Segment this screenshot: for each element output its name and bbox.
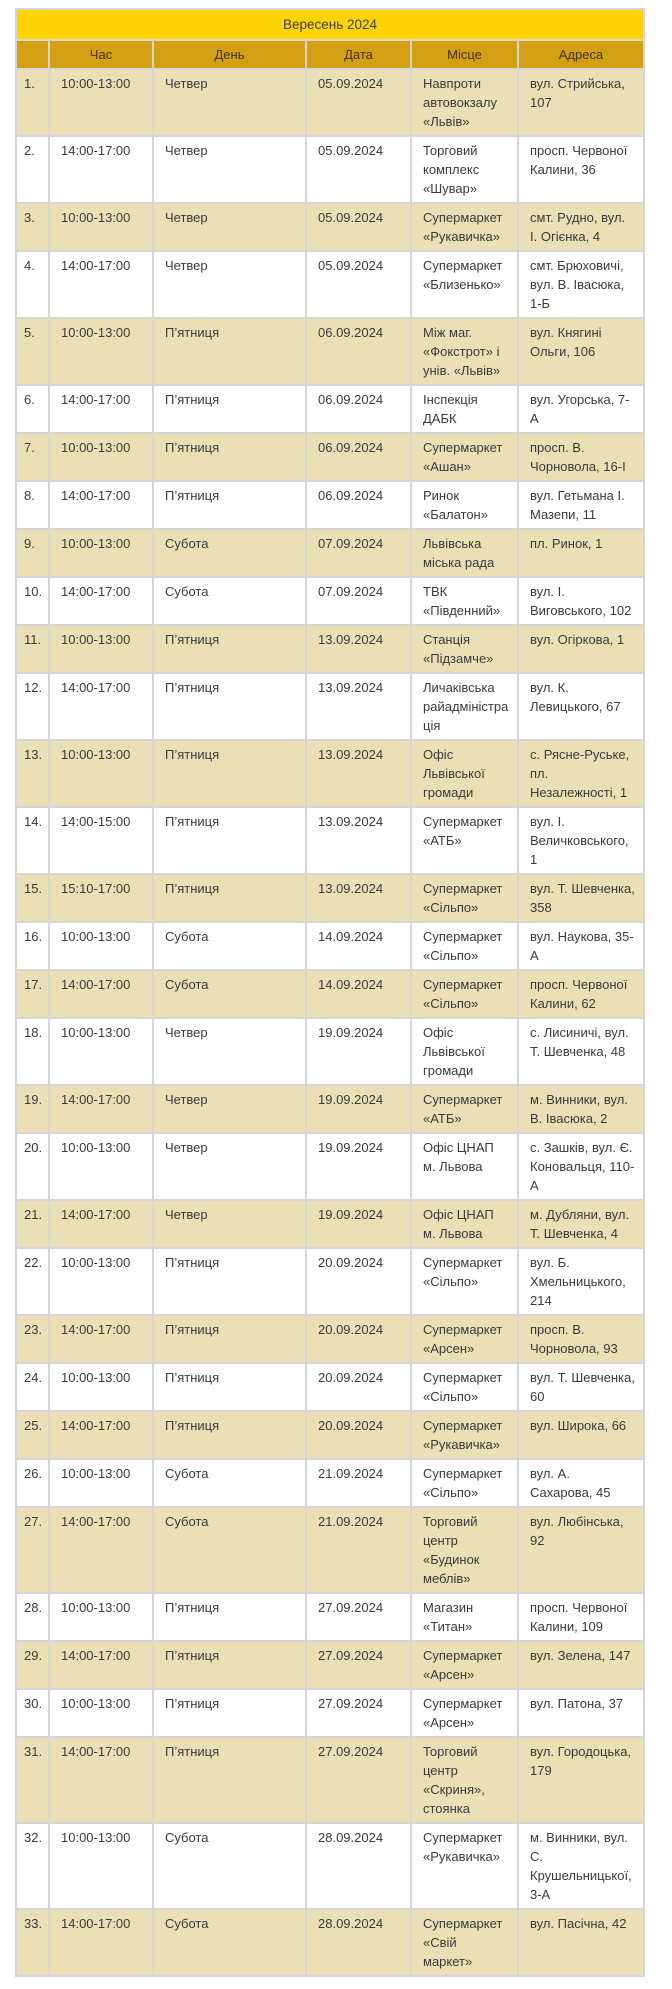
time-cell: 14:00-17:00: [49, 673, 153, 740]
row-number-cell: 10.: [16, 577, 49, 625]
place-cell: Супермаркет «Арсен»: [411, 1315, 518, 1363]
row-number-cell: 27.: [16, 1507, 49, 1593]
table-title: Вересень 2024: [16, 9, 644, 40]
address-cell: вул. І. Величковського, 1: [518, 807, 644, 874]
time-cell: 10:00-13:00: [49, 433, 153, 481]
address-cell: вул. Зелена, 147: [518, 1641, 644, 1689]
row-number-cell: 9.: [16, 529, 49, 577]
date-cell: 20.09.2024: [306, 1315, 411, 1363]
date-cell: 27.09.2024: [306, 1641, 411, 1689]
table-row: [16, 1689, 644, 1737]
day-cell: П’ятниця: [153, 740, 306, 807]
date-cell: 19.09.2024: [306, 1200, 411, 1248]
date-cell: 13.09.2024: [306, 625, 411, 673]
table-row: [16, 1363, 644, 1411]
table-body: [16, 69, 644, 1976]
day-cell: Субота: [153, 1909, 306, 1976]
place-cell: Інспекція ДАБК: [411, 385, 518, 433]
row-number-cell: 13.: [16, 740, 49, 807]
day-cell: П’ятниця: [153, 1737, 306, 1823]
place-cell: Супермаркет «Рукавичка»: [411, 1411, 518, 1459]
day-cell: Четвер: [153, 69, 306, 136]
table-row: [16, 1459, 644, 1507]
time-cell: 14:00-17:00: [49, 481, 153, 529]
row-number-cell: 14.: [16, 807, 49, 874]
time-cell: 14:00-17:00: [49, 1909, 153, 1976]
date-cell: 19.09.2024: [306, 1133, 411, 1200]
row-number-cell: 11.: [16, 625, 49, 673]
place-cell: Супермаркет «Рукавичка»: [411, 1823, 518, 1909]
time-cell: 10:00-13:00: [49, 1018, 153, 1085]
place-cell: Навпроти автовокзалу «Львів»: [411, 69, 518, 136]
address-cell: смт. Брюховичі, вул. В. Івасюка, 1-Б: [518, 251, 644, 318]
table-row: [16, 807, 644, 874]
column-header-time: Час: [49, 40, 153, 69]
address-cell: вул. А. Сахарова, 45: [518, 1459, 644, 1507]
place-cell: Офіс ЦНАП м. Львова: [411, 1133, 518, 1200]
row-number-cell: 12.: [16, 673, 49, 740]
place-cell: Супермаркет «Сільпо»: [411, 922, 518, 970]
address-cell: с. Зашків, вул. Є. Коновальця, 110-А: [518, 1133, 644, 1200]
table-row: [16, 203, 644, 251]
place-cell: Супермаркет «Арсен»: [411, 1689, 518, 1737]
place-cell: Ринок «Балатон»: [411, 481, 518, 529]
place-cell: Офіс Львівської громади: [411, 740, 518, 807]
row-number-cell: 5.: [16, 318, 49, 385]
place-cell: Супермаркет «Сільпо»: [411, 874, 518, 922]
table-row: [16, 136, 644, 203]
date-cell: 19.09.2024: [306, 1018, 411, 1085]
day-cell: Субота: [153, 529, 306, 577]
day-cell: Четвер: [153, 1133, 306, 1200]
row-number-cell: 26.: [16, 1459, 49, 1507]
table-row: [16, 385, 644, 433]
row-number-cell: 25.: [16, 1411, 49, 1459]
address-cell: просп. В. Чорновола, 16-І: [518, 433, 644, 481]
day-cell: П’ятниця: [153, 1593, 306, 1641]
time-cell: 15:10-17:00: [49, 874, 153, 922]
time-cell: 14:00-15:00: [49, 807, 153, 874]
row-number-cell: 1.: [16, 69, 49, 136]
address-cell: вул. Городоцька, 179: [518, 1737, 644, 1823]
day-cell: Субота: [153, 1823, 306, 1909]
place-cell: Торговий центр «Будинок меблів»: [411, 1507, 518, 1593]
date-cell: 19.09.2024: [306, 1085, 411, 1133]
address-cell: просп. Червоної Калини, 109: [518, 1593, 644, 1641]
row-number-cell: 3.: [16, 203, 49, 251]
date-cell: 05.09.2024: [306, 136, 411, 203]
row-number-cell: 19.: [16, 1085, 49, 1133]
time-cell: 14:00-17:00: [49, 1315, 153, 1363]
address-cell: просп. Червоної Калини, 36: [518, 136, 644, 203]
address-cell: м. Винники, вул. С. Крушельницької, 3-А: [518, 1823, 644, 1909]
time-cell: 14:00-17:00: [49, 1641, 153, 1689]
day-cell: Субота: [153, 1459, 306, 1507]
address-cell: вул. Т. Шевченка, 358: [518, 874, 644, 922]
date-cell: 13.09.2024: [306, 807, 411, 874]
time-cell: 10:00-13:00: [49, 625, 153, 673]
place-cell: Супермаркет «Сільпо»: [411, 1363, 518, 1411]
time-cell: 10:00-13:00: [49, 740, 153, 807]
time-cell: 10:00-13:00: [49, 922, 153, 970]
time-cell: 14:00-17:00: [49, 1737, 153, 1823]
date-cell: 13.09.2024: [306, 874, 411, 922]
date-cell: 14.09.2024: [306, 922, 411, 970]
table-row: [16, 251, 644, 318]
place-cell: Супермаркет «Сільпо»: [411, 970, 518, 1018]
row-number-cell: 22.: [16, 1248, 49, 1315]
time-cell: 14:00-17:00: [49, 1200, 153, 1248]
address-cell: вул. Гетьмана І. Мазепи, 11: [518, 481, 644, 529]
address-cell: вул. Княгині Ольги, 106: [518, 318, 644, 385]
table-row: [16, 69, 644, 136]
address-cell: просп. В. Чорновола, 93: [518, 1315, 644, 1363]
date-cell: 07.09.2024: [306, 577, 411, 625]
address-cell: вул. Наукова, 35-А: [518, 922, 644, 970]
place-cell: Супермаркет «Свій маркет»: [411, 1909, 518, 1976]
day-cell: П’ятниця: [153, 481, 306, 529]
day-cell: Четвер: [153, 1018, 306, 1085]
row-number-cell: 20.: [16, 1133, 49, 1200]
place-cell: Офіс ЦНАП м. Львова: [411, 1200, 518, 1248]
place-cell: Львівська міська рада: [411, 529, 518, 577]
day-cell: Субота: [153, 970, 306, 1018]
address-cell: с. Лисиничі, вул. Т. Шевченка, 48: [518, 1018, 644, 1085]
row-number-cell: 2.: [16, 136, 49, 203]
address-cell: вул. Стрийська, 107: [518, 69, 644, 136]
table-row: [16, 1018, 644, 1085]
row-number-cell: 16.: [16, 922, 49, 970]
address-cell: вул. І. Виговського, 102: [518, 577, 644, 625]
place-cell: Супермаркет «АТБ»: [411, 807, 518, 874]
table-row: [16, 673, 644, 740]
address-cell: м. Винники, вул. В. Івасюка, 2: [518, 1085, 644, 1133]
table-row: [16, 1200, 644, 1248]
table-row: [16, 740, 644, 807]
column-header-day: День: [153, 40, 306, 69]
place-cell: Супермаркет «Близенько»: [411, 251, 518, 318]
table-row: [16, 970, 644, 1018]
date-cell: 20.09.2024: [306, 1363, 411, 1411]
day-cell: Четвер: [153, 136, 306, 203]
table-row: [16, 1085, 644, 1133]
address-cell: вул. Б. Хмельницького, 214: [518, 1248, 644, 1315]
time-cell: 14:00-17:00: [49, 970, 153, 1018]
day-cell: П’ятниця: [153, 1248, 306, 1315]
time-cell: 14:00-17:00: [49, 1085, 153, 1133]
row-number-cell: 7.: [16, 433, 49, 481]
day-cell: П’ятниця: [153, 807, 306, 874]
date-cell: 27.09.2024: [306, 1593, 411, 1641]
day-cell: П’ятниця: [153, 625, 306, 673]
schedule-table: [15, 8, 645, 1977]
day-cell: Четвер: [153, 251, 306, 318]
place-cell: Супермаркет «Арсен»: [411, 1641, 518, 1689]
row-number-cell: 32.: [16, 1823, 49, 1909]
time-cell: 10:00-13:00: [49, 1459, 153, 1507]
table-row: [16, 874, 644, 922]
time-cell: 10:00-13:00: [49, 1248, 153, 1315]
column-header-address: Адреса: [518, 40, 644, 69]
time-cell: 14:00-17:00: [49, 1507, 153, 1593]
place-cell: Супермаркет «Рукавичка»: [411, 203, 518, 251]
address-cell: м. Дубляни, вул. Т. Шевченка, 4: [518, 1200, 644, 1248]
time-cell: 10:00-13:00: [49, 529, 153, 577]
place-cell: Супермаркет «Сільпо»: [411, 1248, 518, 1315]
date-cell: 27.09.2024: [306, 1737, 411, 1823]
day-cell: Четвер: [153, 203, 306, 251]
day-cell: П’ятниця: [153, 1411, 306, 1459]
place-cell: Супермаркет «Ашан»: [411, 433, 518, 481]
table-row: [16, 433, 644, 481]
day-cell: П’ятниця: [153, 1689, 306, 1737]
address-cell: пл. Ринок, 1: [518, 529, 644, 577]
address-cell: вул. Пасічна, 42: [518, 1909, 644, 1976]
time-cell: 14:00-17:00: [49, 1411, 153, 1459]
date-cell: 21.09.2024: [306, 1507, 411, 1593]
day-cell: П’ятниця: [153, 433, 306, 481]
day-cell: П’ятниця: [153, 385, 306, 433]
column-header-date: Дата: [306, 40, 411, 69]
day-cell: П’ятниця: [153, 874, 306, 922]
table-row: [16, 922, 644, 970]
date-cell: 05.09.2024: [306, 69, 411, 136]
time-cell: 14:00-17:00: [49, 136, 153, 203]
time-cell: 10:00-13:00: [49, 318, 153, 385]
day-cell: П’ятниця: [153, 318, 306, 385]
table-row: [16, 1823, 644, 1909]
place-cell: Личаківська райадміністрація: [411, 673, 518, 740]
table-row: [16, 1909, 644, 1976]
row-number-cell: 31.: [16, 1737, 49, 1823]
table-row: [16, 529, 644, 577]
day-cell: Четвер: [153, 1085, 306, 1133]
row-number-cell: 21.: [16, 1200, 49, 1248]
table-header-row: [16, 40, 644, 69]
date-cell: 27.09.2024: [306, 1689, 411, 1737]
date-cell: 13.09.2024: [306, 740, 411, 807]
address-cell: вул. Патона, 37: [518, 1689, 644, 1737]
day-cell: П’ятниця: [153, 1315, 306, 1363]
day-cell: Субота: [153, 577, 306, 625]
table-row: [16, 318, 644, 385]
table-row: [16, 1411, 644, 1459]
row-number-cell: 8.: [16, 481, 49, 529]
table-row: [16, 1248, 644, 1315]
row-number-cell: 18.: [16, 1018, 49, 1085]
date-cell: 05.09.2024: [306, 251, 411, 318]
table-row: [16, 1641, 644, 1689]
date-cell: 28.09.2024: [306, 1823, 411, 1909]
row-number-cell: 4.: [16, 251, 49, 318]
day-cell: Субота: [153, 922, 306, 970]
address-cell: вул. Любінська, 92: [518, 1507, 644, 1593]
row-number-cell: 30.: [16, 1689, 49, 1737]
date-cell: 06.09.2024: [306, 385, 411, 433]
address-cell: вул. Огіркова, 1: [518, 625, 644, 673]
place-cell: Офіс Львівської громади: [411, 1018, 518, 1085]
table-row: [16, 1593, 644, 1641]
date-cell: 20.09.2024: [306, 1411, 411, 1459]
column-header-number: [16, 40, 49, 69]
date-cell: 14.09.2024: [306, 970, 411, 1018]
place-cell: ТВК «Південний»: [411, 577, 518, 625]
time-cell: 10:00-13:00: [49, 1689, 153, 1737]
place-cell: Торговий центр «Скриня», стоянка: [411, 1737, 518, 1823]
row-number-cell: 17.: [16, 970, 49, 1018]
day-cell: П’ятниця: [153, 673, 306, 740]
time-cell: 14:00-17:00: [49, 251, 153, 318]
address-cell: просп. Червоної Калини, 62: [518, 970, 644, 1018]
place-cell: Станція «Підзамче»: [411, 625, 518, 673]
table-row: [16, 1737, 644, 1823]
row-number-cell: 28.: [16, 1593, 49, 1641]
date-cell: 13.09.2024: [306, 673, 411, 740]
table-row: [16, 1507, 644, 1593]
place-cell: Торговий комплекс «Шувар»: [411, 136, 518, 203]
column-header-place: Місце: [411, 40, 518, 69]
day-cell: Четвер: [153, 1200, 306, 1248]
row-number-cell: 6.: [16, 385, 49, 433]
date-cell: 20.09.2024: [306, 1248, 411, 1315]
table-row: [16, 577, 644, 625]
table-title-row: [16, 9, 644, 40]
address-cell: вул. К. Левицького, 67: [518, 673, 644, 740]
table-row: [16, 1315, 644, 1363]
row-number-cell: 23.: [16, 1315, 49, 1363]
address-cell: вул. Широка, 66: [518, 1411, 644, 1459]
table-row: [16, 1133, 644, 1200]
place-cell: Між маг. «Фокстрот» і унів. «Львів»: [411, 318, 518, 385]
table-row: [16, 481, 644, 529]
time-cell: 10:00-13:00: [49, 203, 153, 251]
date-cell: 06.09.2024: [306, 481, 411, 529]
time-cell: 10:00-13:00: [49, 1363, 153, 1411]
address-cell: смт. Рудно, вул. І. Огієнка, 4: [518, 203, 644, 251]
time-cell: 10:00-13:00: [49, 1133, 153, 1200]
time-cell: 10:00-13:00: [49, 1823, 153, 1909]
date-cell: 06.09.2024: [306, 433, 411, 481]
row-number-cell: 24.: [16, 1363, 49, 1411]
row-number-cell: 15.: [16, 874, 49, 922]
date-cell: 07.09.2024: [306, 529, 411, 577]
date-cell: 06.09.2024: [306, 318, 411, 385]
date-cell: 05.09.2024: [306, 203, 411, 251]
row-number-cell: 29.: [16, 1641, 49, 1689]
place-cell: Супермаркет «Сільпо»: [411, 1459, 518, 1507]
address-cell: вул. Угорська, 7-А: [518, 385, 644, 433]
place-cell: Супермаркет «АТБ»: [411, 1085, 518, 1133]
day-cell: П’ятниця: [153, 1363, 306, 1411]
address-cell: вул. Т. Шевченка, 60: [518, 1363, 644, 1411]
row-number-cell: 33.: [16, 1909, 49, 1976]
table-row: [16, 625, 644, 673]
day-cell: П’ятниця: [153, 1641, 306, 1689]
day-cell: Субота: [153, 1507, 306, 1593]
time-cell: 10:00-13:00: [49, 69, 153, 136]
time-cell: 14:00-17:00: [49, 385, 153, 433]
time-cell: 10:00-13:00: [49, 1593, 153, 1641]
address-cell: с. Рясне-Руське, пл. Незалежності, 1: [518, 740, 644, 807]
place-cell: Магазин «Титан»: [411, 1593, 518, 1641]
date-cell: 28.09.2024: [306, 1909, 411, 1976]
time-cell: 14:00-17:00: [49, 577, 153, 625]
date-cell: 21.09.2024: [306, 1459, 411, 1507]
